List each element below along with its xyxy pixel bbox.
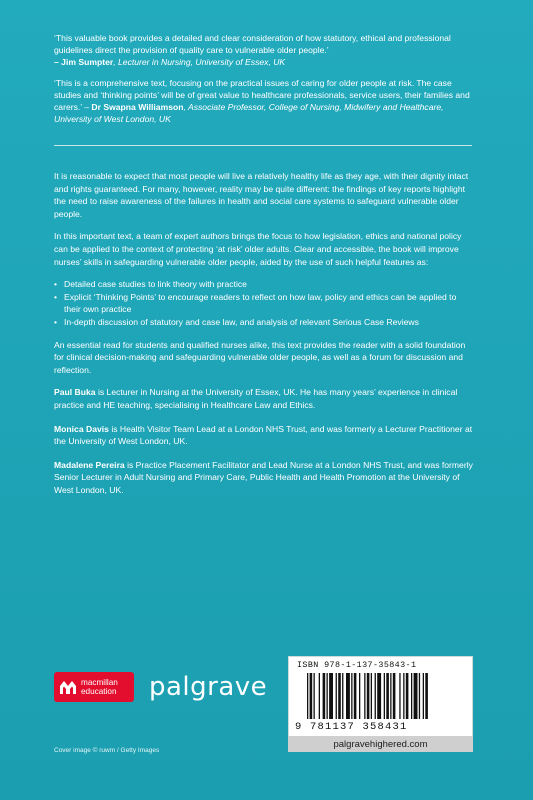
barcode-bar xyxy=(359,673,360,719)
barcode-bar xyxy=(346,673,350,719)
barcode-bar xyxy=(414,673,418,719)
bio-name: Paul Buka xyxy=(54,387,96,398)
barcode-bar xyxy=(307,673,308,719)
isbn-label: ISBN 978-1-137-35843-1 xyxy=(297,660,417,670)
macmillan-wordmark: macmillan education xyxy=(81,678,118,696)
barcode-bar xyxy=(314,673,315,719)
macmillan-tree-icon xyxy=(58,677,78,697)
quote-1-text: ‘This valuable book provides a detailed and clear consideration of how statutory, ethical and professional guidelines direct the provision of quality care to vulnerable older people.’ xyxy=(54,33,451,55)
bullet-icon: • xyxy=(54,316,58,327)
quote-2-text: ‘This is a comprehensive text, focusing on the practical issues of caring for older people at risk. The case studies and ‘thinking points’ will be of great value to healthcare professionals, service users, their families and carers.’ – xyxy=(54,78,470,112)
barcode-bar xyxy=(390,673,391,719)
barcode-bar xyxy=(377,673,381,719)
divider-line xyxy=(54,145,472,146)
barcode-bar xyxy=(327,673,328,719)
bio-name: Monica Davis xyxy=(54,423,109,434)
barcode-bar xyxy=(351,673,352,719)
bullet-icon: • xyxy=(54,279,58,290)
quote-2-author: Dr Swapna Williamson xyxy=(91,102,184,112)
author-bio-madalene-pereira: Madalene Pereira is Practice Placement Facilitator and Lead Nurse at a London NHS Trust, and was formerly Senior Lecturer in Adult Nursing and Primary Care, Public Health and Health Promotion at the University of West London, UK. xyxy=(54,459,473,495)
feature-item: • Explicit ‘Thinking Points’ to encourage readers to reflect on how law, policy and ethics can be applied to their own practice xyxy=(54,291,457,315)
barcode-bar xyxy=(399,673,400,719)
barcode-bar xyxy=(384,673,385,719)
barcode-bar xyxy=(406,673,409,719)
cover-text-block xyxy=(54,32,474,507)
ean-number: 9 781137 358431 xyxy=(295,721,408,733)
description-paragraph-3: An essential read for students and qualified nurses alike, this text provides the reader with a solid foundation for clinical decision-making and safeguarding vulnerable older people, as well as a forum for discussion and reflection. xyxy=(54,339,466,375)
barcode-bar xyxy=(425,673,428,719)
barcode-bar xyxy=(393,673,396,719)
quote-1-affiliation: , Lecturer in Nursing, University of Essex, UK xyxy=(113,57,286,67)
barcode-bar xyxy=(338,673,341,719)
barcode-bar xyxy=(386,673,389,719)
bullet-icon: • xyxy=(54,291,58,302)
barcode-bar xyxy=(403,673,404,719)
quote-1-author: – Jim Sumpter xyxy=(54,57,114,67)
barcode-bar xyxy=(423,673,424,719)
description-paragraph-2: In this important text, a team of expert authors brings the focus to how legislation, ethics and national policy can be applied to the context of protecting ‘at risk’ older adults. Clear and accessible, the book will improve nurses’ skills in safeguarding vulnerable older people, aided by the use of such helpful features as: xyxy=(54,231,462,267)
cover-image-credit: Cover image © ruwm / Getty Images xyxy=(54,747,160,754)
barcode-bar xyxy=(367,673,370,719)
barcode-bar xyxy=(310,673,313,719)
barcode-bar xyxy=(364,673,365,719)
barcode-icon xyxy=(307,673,467,719)
publisher-website: palgravehighered.com xyxy=(288,736,473,752)
bio-name: Madalene Pereira xyxy=(54,459,125,470)
feature-item: • Detailed case studies to link theory with practice xyxy=(54,279,247,290)
barcode-bar xyxy=(371,673,372,719)
endorsement-quote-2 xyxy=(54,77,474,125)
macmillan-education-logo xyxy=(54,672,134,702)
barcode-bar xyxy=(319,673,320,719)
endorsement-quote-1 xyxy=(54,32,474,68)
barcode-panel xyxy=(288,656,473,738)
barcode-bar xyxy=(342,673,343,719)
barcode-bar xyxy=(354,673,357,719)
feature-item: • In-depth discussion of statutory and case law, and analysis of relevant Serious Case Reviews xyxy=(54,316,419,327)
barcode-bar xyxy=(323,673,326,719)
description-paragraph-1: It is reasonable to expect that most people will live a relatively healthy life as they age, with their dignity intact and rights guaranteed. For many, however, reality may be quite different: the findings of key reports highlight the need to raise awareness of the failures in health and social care systems to safeguard vulnerable older people. xyxy=(54,171,469,219)
barcode-bar xyxy=(329,673,333,719)
features-list xyxy=(54,278,474,328)
barcode-bar xyxy=(336,673,337,719)
author-bio-paul-buka: Paul Buka is Lecturer in Nursing at the University of Essex, UK. He has many years’ experience in clinical practice and HE teaching, specialising in Healthcare Law and Ethics. xyxy=(54,387,458,410)
barcode-bar xyxy=(411,673,412,719)
barcode-bar xyxy=(375,673,376,719)
author-bio-monica-davis: Monica Davis is Health Visitor Team Lead at a London NHS Trust, and was formerly a Lecturer Practitioner at the University of West London, UK. xyxy=(54,423,473,447)
quote-2-affiliation: , Associate Professor, College of Nursing, Midwifery and Healthcare, University of West London, UK xyxy=(54,102,444,124)
barcode-bar xyxy=(419,673,420,719)
palgrave-logo: palgrave xyxy=(149,672,268,702)
